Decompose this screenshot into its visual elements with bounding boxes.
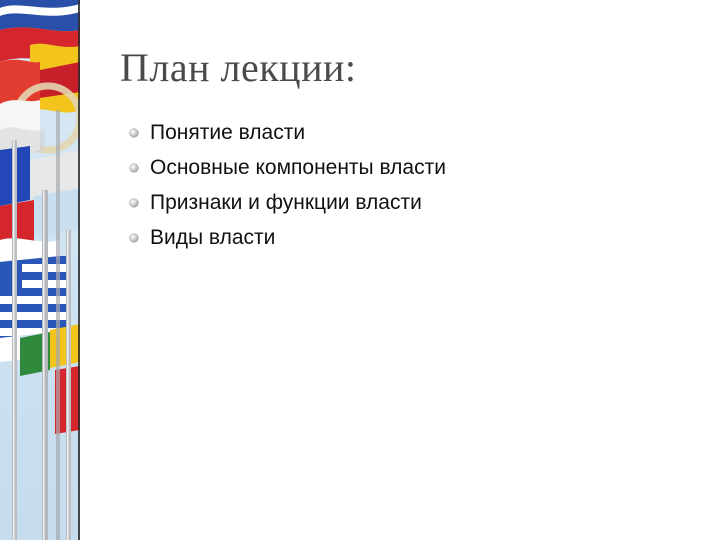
bullet-item	[130, 118, 446, 153]
bullet-text: Понятие власти	[150, 121, 306, 144]
bullet-item	[130, 223, 446, 258]
bullet-text: Признаки и функции власти	[150, 191, 422, 214]
slide-title: План лекции:	[120, 45, 357, 90]
bullet-text: Виды власти	[150, 226, 276, 249]
vertical-divider	[78, 0, 80, 540]
flags-image	[0, 0, 80, 540]
bullet-list	[130, 118, 446, 258]
bullet-dot-icon	[130, 129, 138, 137]
bullet-item	[130, 153, 446, 188]
bullet-dot-icon	[130, 234, 138, 242]
bullet-dot-icon	[130, 164, 138, 172]
bullet-text: Основные компоненты власти	[150, 156, 446, 179]
bullet-dot-icon	[130, 199, 138, 207]
bullet-item	[130, 188, 446, 223]
